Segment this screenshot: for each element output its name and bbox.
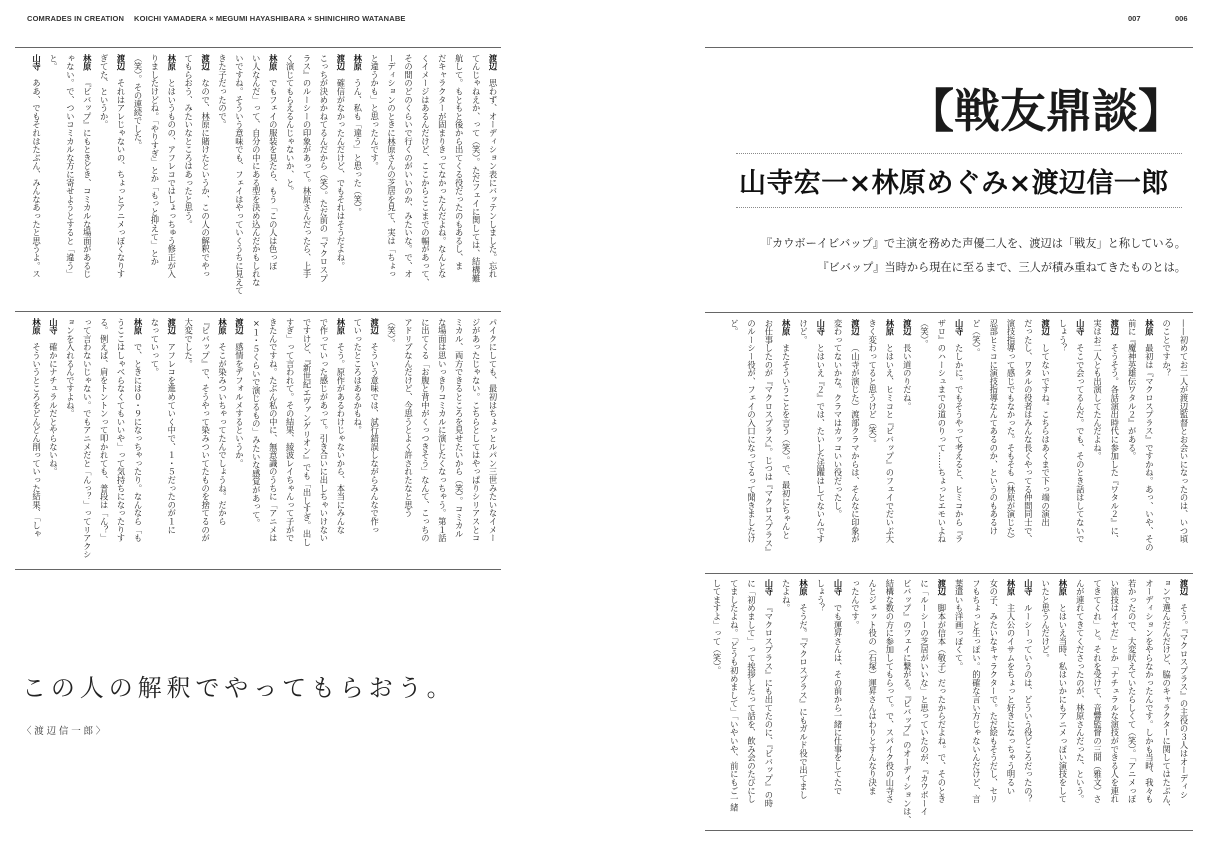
text-column xyxy=(281,54,298,306)
text-column xyxy=(231,54,248,306)
divider-left-upper xyxy=(15,311,501,312)
speaker-name: 山寺 xyxy=(1075,319,1086,336)
column-text: とはいえ、ヒミコと『ビバップ』のフェイでだいぶ大 xyxy=(884,343,895,544)
column-text: とはいえ当時、私はいかにもアニメっぽい演技をして xyxy=(1057,603,1068,804)
speaker-name: 渡辺 xyxy=(166,318,177,335)
column-text: ですけど、『新世紀エヴァンゲリオン』でも「出しすぎ。出し xyxy=(302,318,313,547)
text-column xyxy=(777,579,794,828)
speaker-name: 山寺 xyxy=(31,54,42,71)
text-column xyxy=(95,318,112,567)
speaker-name: 山寺 xyxy=(833,579,844,596)
text-column xyxy=(846,579,863,828)
column-text: 感情をデフォルメするというか。 xyxy=(234,342,245,468)
column-text: またそういうことを言う（笑）。で、最初にちゃんと xyxy=(781,343,792,539)
text-column xyxy=(1071,579,1088,828)
column-text: 変わってないかな。クラマはカッコいい役だったし。 xyxy=(833,319,844,519)
column-text: でも運昇さんは、その前から一緒に仕事をしてたで xyxy=(833,603,844,795)
column-text: こっちが決めかねてるんだから（笑）。ただ前の『マクロスプ xyxy=(318,54,329,283)
divider-right-upper xyxy=(705,312,1193,313)
text-column xyxy=(95,54,112,306)
column-text: 『マクロスプラス』にも出てたのに、『ビバップ』の時 xyxy=(763,603,774,808)
speaker-name: 山寺 xyxy=(763,579,774,596)
text-column xyxy=(898,319,915,569)
column-text: ど。 xyxy=(729,319,740,336)
column-text: （笑）。 xyxy=(386,318,397,348)
text-column xyxy=(332,54,349,306)
text-column xyxy=(1140,319,1157,569)
column-text: たよね。 xyxy=(781,579,792,613)
text-column xyxy=(28,54,45,306)
speaker-name: 林原 xyxy=(82,54,93,71)
text-column xyxy=(1123,319,1140,569)
column-text: きた子だったので。 xyxy=(217,54,228,129)
speaker-name: 渡辺 xyxy=(1109,319,1120,336)
text-column xyxy=(984,319,1001,569)
speaker-name: 林原 xyxy=(781,319,792,336)
text-column xyxy=(247,54,264,306)
dotted-rule-top xyxy=(736,153,1182,154)
text-column xyxy=(1088,319,1105,569)
column-text: んとジェット役の（石塚）運昇さんはわりとすんなり決ま xyxy=(867,579,878,795)
text-column xyxy=(484,318,501,567)
column-text: そういう意味では、試行錯誤しながらみんなで作っ xyxy=(369,342,380,534)
column-text: に出てくる「お腹と背中がくっつきそう」なんて、こっちの xyxy=(420,318,431,543)
speaker-name: 渡辺 xyxy=(1040,319,1051,336)
text-column xyxy=(45,318,62,567)
text-column xyxy=(1088,579,1105,828)
speaker-name: 渡辺 xyxy=(1179,579,1189,596)
text-column xyxy=(146,54,163,306)
column-text: そうだ。『マクロスプラス』にもガルド役で出てまし xyxy=(798,603,809,799)
column-text: すぎ」って言われて。その結果、綾波レイちゃんって子がで xyxy=(285,318,296,543)
column-text: 主人公のイサムをちょっと好きになっちゃう明るい xyxy=(1006,603,1017,795)
column-text: そう。『マクロスプラス』の主役の３人はオーディシ xyxy=(1179,603,1189,799)
speaker-name: 林原 xyxy=(352,54,363,71)
text-column xyxy=(163,318,180,567)
text-column xyxy=(742,319,759,569)
column-text: ×１・５くらいで演じるもの」みたいな感覚があって。 xyxy=(251,318,262,528)
text-column xyxy=(484,54,501,306)
text-column xyxy=(366,54,383,306)
text-column xyxy=(967,579,984,828)
speaker-name: 山寺 xyxy=(954,319,965,336)
column-text: 実はお二人とも出演してたんだよね。 xyxy=(1092,319,1103,461)
column-text: い人なんだ」って、自分の中にある型を決め込んだかもしれな xyxy=(251,54,262,287)
article-title: 【戦友鼎談】 xyxy=(908,84,1184,138)
lead-line: 『ビバップ』当時から現在に至るまで、三人が積み重ねてきたものとは。 xyxy=(817,261,1186,274)
text-column xyxy=(180,318,197,567)
speaker-name: 渡辺 xyxy=(116,54,127,71)
speaker-name: 林原 xyxy=(884,319,895,336)
text-column xyxy=(400,318,417,567)
text-column xyxy=(725,579,742,828)
column-text: くイメージはあるんだけど、ここからここまでの幅があって、 xyxy=(420,54,431,287)
text-column xyxy=(1054,579,1071,828)
footer-rule-right xyxy=(705,830,1193,831)
speaker-name: 林原 xyxy=(132,318,143,335)
text-column xyxy=(264,54,281,306)
text-column xyxy=(950,319,967,569)
divider-left-lower xyxy=(15,569,501,570)
column-text: 『ビバップ』で、そうやって染みついてたものを捨てるのが xyxy=(200,318,211,543)
column-text: 思わず、オーディション表にバッテンしました。忘れ xyxy=(488,78,498,279)
text-column xyxy=(416,54,433,306)
column-text: 若かったので、大変吠えていたらしくて（笑）。「アニメっぽ xyxy=(1127,579,1138,804)
page-number-right: 006 xyxy=(1175,14,1188,23)
text-column xyxy=(725,319,742,569)
text-column xyxy=(794,579,811,828)
text-column xyxy=(467,54,484,306)
column-text: 忍部ヒミコに演技指導なんてあるのか、というのもあるけ xyxy=(988,319,999,535)
column-text: ミカル、両方できるところを見せたいから（笑）。コミカル xyxy=(454,318,465,538)
text-column xyxy=(1002,319,1019,569)
column-text: そう。原作があるわけじゃないから、本当にみんな xyxy=(335,342,346,534)
column-text: ビバップ』のフェイに繋がる。『ビバップ』のオーディションは、 xyxy=(902,579,913,824)
column-text: そこで会ってるんだ。でも、そのとき話はしてないで xyxy=(1075,343,1086,544)
column-text: 長い道のりだね。 xyxy=(902,343,913,411)
interviewee-names-english: KOICHI YAMADERA × MEGUMI HAYASHIBARA × SHINICHIRO WATANABE xyxy=(134,14,406,23)
column-text: でもフェイの服装を見たら、もう「この人は色っぽ xyxy=(268,78,279,270)
column-text: 確信がなかったんだけど、でもそれはそうだよね。 xyxy=(335,78,346,270)
column-text: に「ルーシーの芝居がいいな」と思っていたのが、『カウボーイ xyxy=(919,579,930,816)
column-text: んが連れてきてくださったのが、林原さんだった、という。 xyxy=(1075,579,1086,804)
text-column xyxy=(247,318,264,567)
column-text: で、ときには０・９になっちゃったり。なんなら「も xyxy=(132,342,143,543)
text-column xyxy=(1019,319,1036,569)
column-text: とはいうものの、アフレコではしょっちゅう修正が入 xyxy=(166,78,177,279)
text-column xyxy=(214,318,231,567)
text-column xyxy=(760,579,777,828)
header-rule-left xyxy=(15,47,501,48)
column-text: きたんですね。たぶん私の中に、無意識のうちに「アニメは xyxy=(268,318,279,543)
text-column xyxy=(1054,319,1071,569)
column-text: きく変わってると思うけど（笑）。 xyxy=(867,319,878,448)
column-text: ョンで選んだんだけど、脇のキャラクターに関してはたぶん、 xyxy=(1161,579,1172,812)
column-text: その間のどのくらいで行くのがいいのか、みたいな。で、オ xyxy=(403,54,414,279)
text-column xyxy=(1036,319,1053,569)
column-text: りましたけどね。「やりすぎ」とか「もっと抑えて」とか xyxy=(149,54,160,266)
column-text: てきてくれ」と。それを受けて、音響監督の三間（雅文）さ xyxy=(1092,579,1103,804)
text-column xyxy=(811,579,828,828)
column-text: （山寺が演じた）渡部クラマからは、そんなに印象が xyxy=(850,343,861,544)
column-text: たしかに。でもそうやって考えると、ヒミコから『ラ xyxy=(954,343,965,544)
text-column xyxy=(112,54,129,306)
text-column xyxy=(45,54,62,306)
column-text: 葉遣いも洋画っぽくて。 xyxy=(954,579,965,671)
text-column xyxy=(281,318,298,567)
text-column xyxy=(416,318,433,567)
column-text: ——初めてお二人が渡辺監督とお会いになったのは、いつ頃 xyxy=(1179,319,1189,544)
text-column xyxy=(349,318,366,567)
text-column xyxy=(146,318,163,567)
column-text: と。 xyxy=(48,54,59,71)
column-text: てましたよね。「どうも初めまして」「いやいや、前にもご一緒 xyxy=(729,579,740,812)
text-column xyxy=(898,579,915,828)
lead-line: 『カウボーイビバップ』で主演を務めた声優二人を、渡辺は「戦友」と称している。 xyxy=(760,237,1186,250)
text-column xyxy=(1036,579,1053,828)
text-column xyxy=(881,319,898,569)
column-text: なっていって。 xyxy=(149,318,160,377)
running-header xyxy=(27,14,406,23)
column-text: フもちょっと生っぽい。的確な言い方じゃないんだけど、言 xyxy=(971,579,982,804)
column-text: してますよ」って（笑）。 xyxy=(711,579,722,675)
column-text: ルーシーっていうのは、どういう役どころだったの？ xyxy=(1023,603,1034,804)
column-text: 女の子、みたいなキャラクターで。ただ絵もそうだし、セリ xyxy=(988,579,999,804)
text-column xyxy=(1002,579,1019,828)
text-column xyxy=(1106,319,1123,569)
speaker-name: 渡辺 xyxy=(335,54,346,71)
text-column xyxy=(315,318,332,567)
text-column xyxy=(383,318,400,567)
speaker-name: 林原 xyxy=(268,54,279,71)
speaker-name: 渡辺 xyxy=(369,318,380,335)
column-text: そういうところをどんどん削っていった結果、「しゃ xyxy=(31,342,42,538)
speaker-name: 林原 xyxy=(31,318,42,335)
column-text: ザロ』のハーシュまでの道のりって……ちょっとエモいよね xyxy=(936,319,947,544)
text-column xyxy=(298,318,315,567)
text-column xyxy=(298,54,315,306)
text-column xyxy=(863,319,880,569)
text-column xyxy=(366,318,383,567)
text-column xyxy=(315,54,332,306)
text-column xyxy=(967,319,984,569)
column-text: だったし、ワタルの役者はみんな長くやってる仲間同士で、 xyxy=(1023,319,1034,544)
speaker-name: 渡辺 xyxy=(850,319,861,336)
column-text: 演技指導って感じでもなかった。そもそも（林原が演じた） xyxy=(1006,319,1017,544)
column-text: ああ、でもそれはたぶん、みんなあったと思うよ。ス xyxy=(31,78,42,279)
text-column xyxy=(78,54,95,306)
text-column xyxy=(264,318,281,567)
column-text: （笑）。 xyxy=(919,319,930,349)
pull-quote: この人の解釈でやってもらおう。 xyxy=(22,674,456,702)
speaker-name: 林原 xyxy=(166,54,177,71)
text-column xyxy=(915,579,932,828)
column-text: る。例えば、肩をトントンって叩かれても、普段は「ん？」 xyxy=(99,318,110,543)
column-text: なので、林原に賭けたというか、この人の解釈でやっ xyxy=(200,78,211,279)
speaker-name: 林原 xyxy=(1144,319,1155,336)
text-column xyxy=(1106,579,1123,828)
text-column xyxy=(450,54,467,306)
text-column xyxy=(450,318,467,567)
column-text: パイクにしても、最初はちょっとルパン三世みたいなイメー xyxy=(488,318,498,543)
column-text: な場面は思いっきりコミカルに演じたくなっちゃう。第１話 xyxy=(437,318,448,543)
column-text: 確かにナチュラルだとやらないね。 xyxy=(48,342,59,476)
column-text: で作っていった感じがあって。引き合いに出しちゃいけない xyxy=(318,318,329,543)
speaker-name: 林原 xyxy=(217,318,228,335)
text-column xyxy=(400,54,417,306)
column-text: ョンを入れるんですよね。 xyxy=(65,318,76,418)
column-text: お仕事したのが『マクロスプラス』。じつは『マクロスプラス』 xyxy=(763,319,774,556)
column-text: ど（笑）。 xyxy=(971,319,982,357)
divider-right-lower xyxy=(705,573,1193,574)
text-column xyxy=(383,54,400,306)
column-text: それはアレじゃないの、ちょっとアニメっぽくなりす xyxy=(116,78,127,279)
column-text: 大変でした。 xyxy=(183,318,194,368)
lead-text xyxy=(700,232,1186,280)
column-text: のことですか？ xyxy=(1161,319,1172,378)
text-column xyxy=(829,579,846,828)
column-text: アドリブなんだけど、今思うとよく許されたなと思う xyxy=(403,318,414,518)
text-column xyxy=(760,319,777,569)
series-title: COMRADES IN CREATION xyxy=(27,14,125,23)
text-column xyxy=(61,318,78,567)
column-text: しょう？ xyxy=(1057,319,1068,353)
pull-quote-attribution: 〈渡辺信一郎〉 xyxy=(22,726,109,737)
text-column xyxy=(1157,579,1174,828)
body-text-right-upper xyxy=(706,319,1192,569)
column-text: 結構な数の方に参加してもらって。で、スパイク役の山寺さ xyxy=(884,579,895,804)
speaker-name: 渡辺 xyxy=(902,319,913,336)
speaker-name: 山寺 xyxy=(1023,579,1034,596)
text-column xyxy=(163,54,180,306)
column-text: ったんです。 xyxy=(850,579,861,629)
column-text: 最初は『マクロスプラス』ですかね。あっ、いや、その xyxy=(1144,343,1155,552)
text-column xyxy=(129,54,146,306)
text-column xyxy=(984,579,1001,828)
column-text: オーディションをやらなかったんです。しかも当時、我々も xyxy=(1144,579,1155,804)
column-text: しょう？ xyxy=(815,579,826,613)
speaker-name: 渡辺 xyxy=(936,579,947,596)
text-column xyxy=(28,318,45,567)
column-text: だキャラクターが固まりきってなかったんだよね。なんとな xyxy=(437,54,448,279)
column-text: ラス』のルーシーの印象があって。林原さんだったら、上手 xyxy=(302,54,313,279)
text-column xyxy=(231,318,248,567)
text-column xyxy=(332,318,349,567)
column-text: してないですね。こちらはあくまで下っ端の演出 xyxy=(1040,343,1051,527)
text-column xyxy=(846,319,863,569)
text-column xyxy=(1140,579,1157,828)
column-text: 航して。もともと後から出てくる役だったのもあるし、ま xyxy=(454,54,465,270)
column-text: てんじゃねえか、って（笑）。ただフェイに関しては、結構難 xyxy=(471,54,482,283)
text-column xyxy=(197,318,214,567)
page-number-left: 007 xyxy=(1128,14,1141,23)
text-column xyxy=(349,54,366,306)
column-text: ジがあったじゃない。こちらとしてはやっぱりシリアスとコ xyxy=(471,318,482,543)
text-column xyxy=(78,318,95,567)
text-column xyxy=(112,318,129,567)
text-column xyxy=(1175,319,1192,569)
speaker-name: 渡辺 xyxy=(488,54,498,71)
column-text: 『ビバップ』にもときどき、コミカルな場面があるじ xyxy=(82,78,93,279)
text-column xyxy=(742,579,759,828)
text-column xyxy=(794,319,811,569)
text-column xyxy=(197,54,214,306)
column-text: ぎてた、というか。 xyxy=(99,54,110,129)
text-column xyxy=(950,579,967,828)
column-text: てもらおう、みたいなところはあったと思う。 xyxy=(183,54,194,229)
speaker-name: 山寺 xyxy=(48,318,59,335)
text-column xyxy=(708,579,725,828)
column-text: と違うかも」と思ったんです。 xyxy=(369,54,380,171)
speaker-name: 山寺 xyxy=(815,319,826,336)
column-text: 前に『魔神英雄伝ワタル２』がある。 xyxy=(1127,319,1138,461)
header-rule-right xyxy=(705,47,1193,48)
text-column xyxy=(1175,579,1192,828)
text-column xyxy=(933,579,950,828)
text-column xyxy=(863,579,880,828)
column-text: に「初めまして」って挨拶したって話を、飲み会のたびにし xyxy=(746,579,757,804)
column-text: うここはしゃべらなくてもいいや」って気持ちになったりす xyxy=(116,318,127,543)
text-column xyxy=(1071,319,1088,569)
interviewee-names: 山寺宏一×林原めぐみ×渡辺信一郎 xyxy=(739,168,1169,199)
dotted-rule-bottom xyxy=(736,207,1182,208)
column-text: いたと思うんだけど。 xyxy=(1040,579,1051,662)
column-text: けど。 xyxy=(798,319,809,344)
speaker-name: 渡辺 xyxy=(200,54,211,71)
column-text: いですね。そういう意味でも、フェイはやっていくうちに見えて xyxy=(234,54,245,295)
column-text: のルーシー役が、フェイの入口になってるって聞きましたけ xyxy=(746,319,757,544)
text-column xyxy=(1019,579,1036,828)
text-column xyxy=(933,319,950,569)
text-column xyxy=(811,319,828,569)
text-column xyxy=(467,318,484,567)
speaker-name: 林原 xyxy=(1006,579,1017,596)
speaker-name: 林原 xyxy=(335,318,346,335)
text-column xyxy=(433,54,450,306)
column-text: そこが染みついちゃってたんでしょうね。だから xyxy=(217,342,228,526)
column-text: （笑）。その連続でした。 xyxy=(132,54,143,150)
text-column xyxy=(829,319,846,569)
text-column xyxy=(915,319,932,569)
text-column xyxy=(129,318,146,567)
speaker-name: 林原 xyxy=(1057,579,1068,596)
text-column xyxy=(1123,579,1140,828)
text-column xyxy=(1157,319,1174,569)
column-text: く演じてもらえるんじゃないか、と。 xyxy=(285,54,296,196)
column-text: って言わないじゃない。でもアニメだと「んっ？」ってリアクシ xyxy=(82,318,93,559)
text-column xyxy=(881,579,898,828)
text-column xyxy=(777,319,794,569)
text-column xyxy=(433,318,450,567)
column-text: ゃない。で、ついコミカルな方に寄せようとすると「違う」 xyxy=(65,54,76,279)
column-text: ていったところはあるかもね。 xyxy=(352,318,363,435)
speaker-name: 渡辺 xyxy=(234,318,245,335)
column-text: そうそう。各話演出時代に参加した『ワタル２』に、 xyxy=(1109,343,1120,544)
body-text-left-upper xyxy=(22,54,501,306)
body-text-left-lower xyxy=(22,318,501,567)
column-text: ーディションのときに林原さんの芝居を見て、実は「ちょっ xyxy=(386,54,397,279)
column-text: 脚本が信本（敬子）だったからだよね。で、そのとき xyxy=(936,603,947,804)
text-column xyxy=(180,54,197,306)
speaker-name: 林原 xyxy=(798,579,809,596)
column-text: い演技はイヤだ」とか「ナチュラルな演技ができる人を連れ xyxy=(1109,579,1120,804)
column-text: うん、私も「違う」と思った（笑）。 xyxy=(352,78,363,216)
body-text-right-lower xyxy=(706,579,1192,828)
column-text: アフレコを進めていく中で、１・５だったのが１に xyxy=(166,342,177,534)
text-column xyxy=(61,54,78,306)
column-text: とはいえ『２』では、たいした活躍はしてないんです xyxy=(815,343,826,544)
text-column xyxy=(214,54,231,306)
